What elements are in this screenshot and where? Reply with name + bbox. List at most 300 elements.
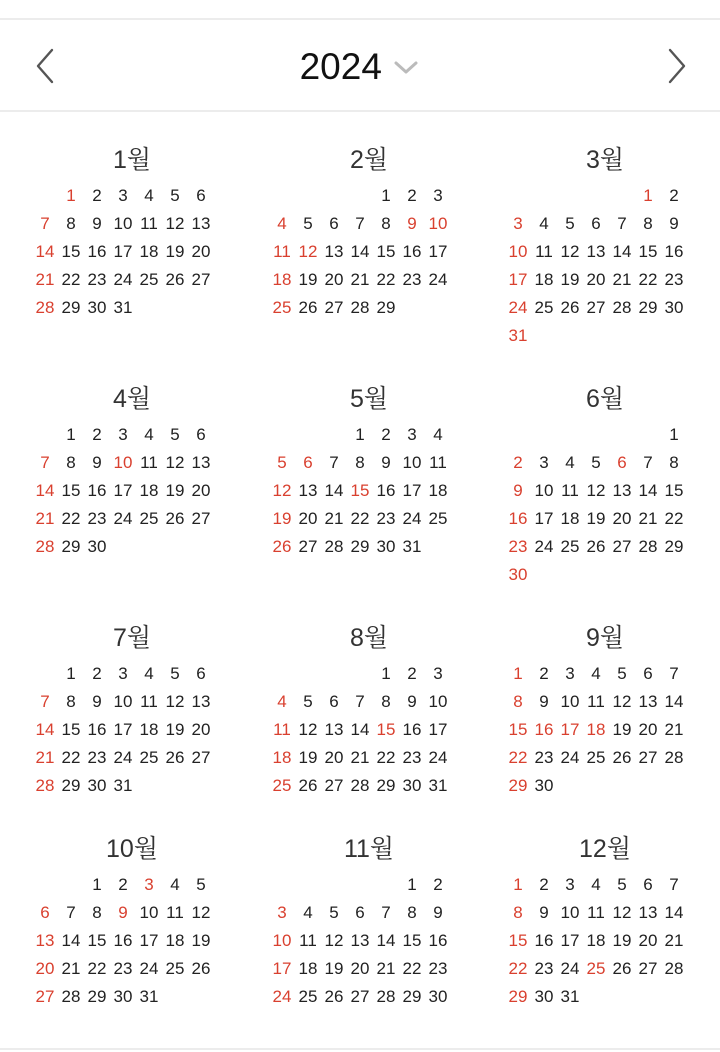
day-cell[interactable]: 11 (561, 481, 579, 500)
holiday-day-cell[interactable]: 24 (508, 298, 528, 317)
day-cell[interactable]: 28 (638, 537, 658, 556)
month-title[interactable]: 3월 (585, 146, 625, 174)
day-cell[interactable]: 1 (381, 186, 391, 205)
day-cell[interactable]: 10 (113, 692, 133, 711)
day-cell[interactable]: 15 (664, 481, 684, 500)
day-cell[interactable]: 29 (61, 298, 81, 317)
holiday-day-cell[interactable]: 10 (113, 453, 133, 472)
day-cell[interactable]: 19 (165, 242, 185, 261)
day-cell[interactable]: 30 (534, 776, 554, 795)
day-cell[interactable]: 31 (113, 298, 133, 317)
day-cell[interactable]: 27 (586, 298, 606, 317)
day-cell[interactable]: 2 (92, 186, 102, 205)
day-cell[interactable]: 15 (61, 481, 81, 500)
day-cell[interactable]: 25 (298, 987, 318, 1006)
day-cell[interactable]: 14 (350, 242, 370, 261)
day-cell[interactable]: 26 (165, 270, 185, 289)
day-cell[interactable]: 4 (303, 903, 313, 922)
holiday-day-cell[interactable]: 7 (40, 692, 50, 711)
holiday-day-cell[interactable]: 29 (508, 987, 528, 1006)
day-cell[interactable]: 28 (664, 748, 684, 767)
day-cell[interactable]: 30 (534, 987, 554, 1006)
day-cell[interactable]: 7 (355, 692, 365, 711)
day-cell[interactable]: 4 (591, 875, 601, 894)
day-cell[interactable]: 22 (376, 270, 396, 289)
holiday-day-cell[interactable]: 28 (35, 537, 55, 556)
day-cell[interactable]: 29 (376, 776, 396, 795)
holiday-day-cell[interactable]: 6 (617, 453, 627, 472)
day-cell[interactable]: 27 (191, 748, 211, 767)
holiday-day-cell[interactable]: 3 (513, 214, 523, 233)
day-cell[interactable]: 5 (170, 186, 180, 205)
day-cell[interactable]: 16 (428, 931, 448, 950)
day-cell[interactable]: 28 (324, 537, 344, 556)
day-cell[interactable]: 12 (612, 692, 632, 711)
day-cell[interactable]: 24 (560, 959, 580, 978)
day-cell[interactable]: 26 (298, 298, 318, 317)
holiday-day-cell[interactable]: 11 (273, 242, 291, 261)
month-title[interactable]: 1월 (112, 146, 152, 174)
day-cell[interactable]: 28 (350, 298, 370, 317)
day-cell[interactable]: 24 (113, 748, 133, 767)
day-cell[interactable]: 12 (191, 903, 211, 922)
day-cell[interactable]: 19 (560, 270, 580, 289)
day-cell[interactable]: 20 (298, 509, 318, 528)
day-cell[interactable]: 8 (381, 214, 391, 233)
day-cell[interactable]: 17 (113, 481, 133, 500)
day-cell[interactable]: 29 (61, 537, 81, 556)
day-cell[interactable]: 21 (324, 509, 344, 528)
day-cell[interactable]: 24 (402, 509, 422, 528)
day-cell[interactable]: 13 (191, 692, 211, 711)
day-cell[interactable]: 9 (92, 214, 102, 233)
day-cell[interactable]: 6 (196, 425, 206, 444)
day-cell[interactable]: 14 (612, 242, 632, 261)
day-cell[interactable]: 18 (165, 931, 185, 950)
day-cell[interactable]: 21 (664, 931, 684, 950)
holiday-day-cell[interactable]: 18 (586, 720, 606, 739)
day-cell[interactable]: 22 (87, 959, 107, 978)
holiday-day-cell[interactable]: 15 (508, 931, 528, 950)
day-cell[interactable]: 1 (669, 425, 679, 444)
holiday-day-cell[interactable]: 6 (40, 903, 50, 922)
month-title[interactable]: 11월 (343, 835, 395, 863)
day-cell[interactable]: 18 (428, 481, 448, 500)
day-cell[interactable]: 13 (298, 481, 318, 500)
holiday-day-cell[interactable]: 4 (277, 214, 287, 233)
day-cell[interactable]: 16 (87, 242, 107, 261)
day-cell[interactable]: 7 (669, 875, 679, 894)
holiday-day-cell[interactable]: 31 (508, 326, 528, 345)
day-cell[interactable]: 19 (191, 931, 211, 950)
day-cell[interactable]: 28 (612, 298, 632, 317)
day-cell[interactable]: 22 (61, 509, 81, 528)
holiday-day-cell[interactable]: 25 (272, 298, 292, 317)
holiday-day-cell[interactable]: 27 (35, 987, 55, 1006)
day-cell[interactable]: 29 (638, 298, 658, 317)
day-cell[interactable]: 8 (66, 692, 76, 711)
day-cell[interactable]: 8 (407, 903, 417, 922)
holiday-day-cell[interactable]: 30 (508, 565, 528, 584)
day-cell[interactable]: 29 (402, 987, 422, 1006)
holiday-day-cell[interactable]: 15 (350, 481, 370, 500)
day-cell[interactable]: 23 (534, 748, 554, 767)
holiday-day-cell[interactable]: 25 (586, 959, 606, 978)
day-cell[interactable]: 3 (407, 425, 417, 444)
day-cell[interactable]: 3 (118, 664, 128, 683)
day-cell[interactable]: 7 (617, 214, 627, 233)
day-cell[interactable]: 5 (196, 875, 206, 894)
day-cell[interactable]: 30 (376, 537, 396, 556)
day-cell[interactable]: 13 (612, 481, 632, 500)
day-cell[interactable]: 4 (144, 425, 154, 444)
day-cell[interactable]: 15 (376, 242, 396, 261)
day-cell[interactable]: 22 (61, 748, 81, 767)
day-cell[interactable]: 28 (350, 776, 370, 795)
day-cell[interactable]: 12 (586, 481, 606, 500)
day-cell[interactable]: 30 (87, 537, 107, 556)
day-cell[interactable]: 15 (87, 931, 107, 950)
holiday-day-cell[interactable]: 15 (508, 720, 528, 739)
day-cell[interactable]: 14 (324, 481, 344, 500)
holiday-day-cell[interactable]: 10 (272, 931, 292, 950)
day-cell[interactable]: 16 (376, 481, 396, 500)
day-cell[interactable]: 12 (165, 692, 185, 711)
day-cell[interactable]: 23 (87, 509, 107, 528)
day-cell[interactable]: 23 (402, 748, 422, 767)
day-cell[interactable]: 6 (591, 214, 601, 233)
day-cell[interactable]: 7 (669, 664, 679, 683)
day-cell[interactable]: 21 (664, 720, 684, 739)
day-cell[interactable]: 24 (139, 959, 159, 978)
day-cell[interactable]: 13 (191, 453, 211, 472)
day-cell[interactable]: 4 (170, 875, 180, 894)
day-cell[interactable]: 16 (87, 720, 107, 739)
day-cell[interactable]: 18 (139, 481, 159, 500)
day-cell[interactable]: 11 (140, 214, 158, 233)
day-cell[interactable]: 17 (113, 242, 133, 261)
holiday-day-cell[interactable]: 1 (513, 875, 523, 894)
day-cell[interactable]: 21 (612, 270, 632, 289)
day-cell[interactable]: 26 (612, 959, 632, 978)
day-cell[interactable]: 24 (534, 537, 554, 556)
day-cell[interactable]: 9 (92, 692, 102, 711)
holiday-day-cell[interactable]: 7 (40, 214, 50, 233)
day-cell[interactable]: 5 (617, 664, 627, 683)
day-cell[interactable]: 7 (66, 903, 76, 922)
day-cell[interactable]: 23 (428, 959, 448, 978)
day-cell[interactable]: 3 (118, 186, 128, 205)
holiday-day-cell[interactable]: 28 (35, 298, 55, 317)
day-cell[interactable]: 6 (355, 903, 365, 922)
day-cell[interactable]: 2 (433, 875, 443, 894)
holiday-day-cell[interactable]: 22 (508, 959, 528, 978)
day-cell[interactable]: 1 (355, 425, 365, 444)
day-cell[interactable]: 14 (61, 931, 81, 950)
day-cell[interactable]: 30 (87, 776, 107, 795)
day-cell[interactable]: 18 (534, 270, 554, 289)
day-cell[interactable]: 30 (113, 987, 133, 1006)
day-cell[interactable]: 17 (534, 509, 554, 528)
next-year-button[interactable] (656, 44, 696, 88)
day-cell[interactable]: 20 (638, 720, 658, 739)
day-cell[interactable]: 13 (586, 242, 606, 261)
month-title[interactable]: 4월 (112, 385, 152, 413)
day-cell[interactable]: 31 (428, 776, 448, 795)
day-cell[interactable]: 10 (402, 453, 422, 472)
day-cell[interactable]: 25 (139, 270, 159, 289)
day-cell[interactable]: 4 (565, 453, 575, 472)
day-cell[interactable]: 21 (638, 509, 658, 528)
day-cell[interactable]: 1 (66, 425, 76, 444)
day-cell[interactable]: 31 (402, 537, 422, 556)
day-cell[interactable]: 3 (565, 664, 575, 683)
day-cell[interactable]: 4 (144, 186, 154, 205)
holiday-day-cell[interactable]: 5 (277, 453, 287, 472)
day-cell[interactable]: 12 (165, 453, 185, 472)
holiday-day-cell[interactable]: 8 (513, 903, 523, 922)
day-cell[interactable]: 25 (428, 509, 448, 528)
day-cell[interactable]: 4 (144, 664, 154, 683)
day-cell[interactable]: 13 (638, 903, 658, 922)
day-cell[interactable]: 13 (350, 931, 370, 950)
month-title[interactable]: 5월 (349, 385, 389, 413)
day-cell[interactable]: 29 (87, 987, 107, 1006)
day-cell[interactable]: 14 (376, 931, 396, 950)
day-cell[interactable]: 2 (407, 664, 417, 683)
day-cell[interactable]: 30 (87, 298, 107, 317)
day-cell[interactable]: 18 (139, 720, 159, 739)
day-cell[interactable]: 30 (428, 987, 448, 1006)
day-cell[interactable]: 17 (428, 720, 448, 739)
holiday-day-cell[interactable]: 18 (272, 270, 292, 289)
day-cell[interactable]: 5 (303, 214, 313, 233)
holiday-day-cell[interactable]: 17 (560, 720, 580, 739)
day-cell[interactable]: 11 (299, 931, 317, 950)
day-cell[interactable]: 17 (402, 481, 422, 500)
day-cell[interactable]: 27 (191, 509, 211, 528)
day-cell[interactable]: 9 (539, 903, 549, 922)
day-cell[interactable]: 25 (139, 748, 159, 767)
day-cell[interactable]: 5 (591, 453, 601, 472)
day-cell[interactable]: 22 (350, 509, 370, 528)
month-title[interactable]: 10월 (106, 835, 158, 863)
day-cell[interactable]: 25 (586, 748, 606, 767)
day-cell[interactable]: 19 (324, 959, 344, 978)
day-cell[interactable]: 14 (638, 481, 658, 500)
day-cell[interactable]: 24 (113, 270, 133, 289)
day-cell[interactable]: 26 (560, 298, 580, 317)
day-cell[interactable]: 26 (165, 748, 185, 767)
day-cell[interactable]: 20 (612, 509, 632, 528)
day-cell[interactable]: 11 (535, 242, 553, 261)
day-cell[interactable]: 19 (612, 931, 632, 950)
day-cell[interactable]: 17 (428, 242, 448, 261)
holiday-day-cell[interactable]: 10 (508, 242, 528, 261)
day-cell[interactable]: 19 (298, 748, 318, 767)
day-cell[interactable]: 18 (586, 931, 606, 950)
day-cell[interactable]: 28 (664, 959, 684, 978)
holiday-day-cell[interactable]: 2 (513, 453, 523, 472)
holiday-day-cell[interactable]: 12 (272, 481, 292, 500)
day-cell[interactable]: 3 (433, 664, 443, 683)
day-cell[interactable]: 10 (139, 903, 159, 922)
day-cell[interactable]: 12 (560, 242, 580, 261)
day-cell[interactable]: 7 (643, 453, 653, 472)
day-cell[interactable]: 14 (350, 720, 370, 739)
day-cell[interactable]: 27 (324, 776, 344, 795)
day-cell[interactable]: 16 (402, 242, 422, 261)
day-cell[interactable]: 9 (539, 692, 549, 711)
day-cell[interactable]: 29 (376, 298, 396, 317)
holiday-day-cell[interactable]: 16 (508, 509, 528, 528)
day-cell[interactable]: 9 (433, 903, 443, 922)
day-cell[interactable]: 12 (165, 214, 185, 233)
day-cell[interactable]: 11 (587, 692, 605, 711)
day-cell[interactable]: 5 (170, 425, 180, 444)
holiday-day-cell[interactable]: 15 (376, 720, 396, 739)
day-cell[interactable]: 29 (664, 537, 684, 556)
month-title[interactable]: 12월 (579, 835, 631, 863)
day-cell[interactable]: 20 (638, 931, 658, 950)
day-cell[interactable]: 4 (591, 664, 601, 683)
day-cell[interactable]: 25 (560, 537, 580, 556)
day-cell[interactable]: 23 (534, 959, 554, 978)
day-cell[interactable]: 20 (191, 242, 211, 261)
day-cell[interactable]: 23 (87, 748, 107, 767)
holiday-day-cell[interactable]: 23 (508, 537, 528, 556)
day-cell[interactable]: 31 (113, 776, 133, 795)
holiday-day-cell[interactable]: 14 (35, 481, 55, 500)
day-cell[interactable]: 15 (61, 242, 81, 261)
day-cell[interactable]: 4 (539, 214, 549, 233)
day-cell[interactable]: 2 (669, 186, 679, 205)
holiday-day-cell[interactable]: 12 (298, 242, 318, 261)
holiday-day-cell[interactable]: 25 (272, 776, 292, 795)
holiday-day-cell[interactable]: 24 (272, 987, 292, 1006)
day-cell[interactable]: 27 (612, 537, 632, 556)
day-cell[interactable]: 2 (118, 875, 128, 894)
day-cell[interactable]: 23 (664, 270, 684, 289)
day-cell[interactable]: 16 (534, 931, 554, 950)
holiday-day-cell[interactable]: 19 (272, 509, 292, 528)
day-cell[interactable]: 26 (165, 509, 185, 528)
day-cell[interactable]: 20 (191, 720, 211, 739)
day-cell[interactable]: 16 (664, 242, 684, 261)
holiday-day-cell[interactable]: 28 (35, 776, 55, 795)
day-cell[interactable]: 26 (191, 959, 211, 978)
day-cell[interactable]: 20 (324, 748, 344, 767)
day-cell[interactable]: 30 (664, 298, 684, 317)
holiday-day-cell[interactable]: 13 (35, 931, 55, 950)
day-cell[interactable]: 19 (165, 720, 185, 739)
holiday-day-cell[interactable]: 21 (35, 270, 55, 289)
day-cell[interactable]: 21 (376, 959, 396, 978)
day-cell[interactable]: 18 (560, 509, 580, 528)
holiday-day-cell[interactable]: 6 (303, 453, 313, 472)
day-cell[interactable]: 9 (92, 453, 102, 472)
day-cell[interactable]: 6 (643, 875, 653, 894)
day-cell[interactable]: 10 (560, 692, 580, 711)
day-cell[interactable]: 27 (638, 959, 658, 978)
day-cell[interactable]: 7 (355, 214, 365, 233)
day-cell[interactable]: 3 (539, 453, 549, 472)
day-cell[interactable]: 15 (61, 720, 81, 739)
holiday-day-cell[interactable]: 16 (534, 720, 554, 739)
day-cell[interactable]: 6 (329, 692, 339, 711)
day-cell[interactable]: 9 (381, 453, 391, 472)
day-cell[interactable]: 5 (617, 875, 627, 894)
holiday-day-cell[interactable]: 3 (277, 903, 287, 922)
day-cell[interactable]: 3 (433, 186, 443, 205)
day-cell[interactable]: 8 (66, 453, 76, 472)
holiday-day-cell[interactable]: 20 (35, 959, 55, 978)
day-cell[interactable]: 3 (565, 875, 575, 894)
holiday-day-cell[interactable]: 26 (272, 537, 292, 556)
day-cell[interactable]: 13 (638, 692, 658, 711)
day-cell[interactable]: 10 (113, 214, 133, 233)
day-cell[interactable]: 9 (407, 692, 417, 711)
day-cell[interactable]: 27 (324, 298, 344, 317)
holiday-day-cell[interactable]: 3 (144, 875, 154, 894)
day-cell[interactable]: 20 (324, 270, 344, 289)
day-cell[interactable]: 21 (61, 959, 81, 978)
day-cell[interactable]: 20 (350, 959, 370, 978)
day-cell[interactable]: 18 (139, 242, 159, 261)
day-cell[interactable]: 17 (560, 931, 580, 950)
day-cell[interactable]: 31 (139, 987, 159, 1006)
day-cell[interactable]: 23 (376, 509, 396, 528)
holiday-day-cell[interactable]: 18 (272, 748, 292, 767)
holiday-day-cell[interactable]: 14 (35, 720, 55, 739)
day-cell[interactable]: 19 (298, 270, 318, 289)
day-cell[interactable]: 2 (381, 425, 391, 444)
day-cell[interactable]: 10 (560, 903, 580, 922)
day-cell[interactable]: 23 (402, 270, 422, 289)
day-cell[interactable]: 26 (298, 776, 318, 795)
day-cell[interactable]: 5 (170, 664, 180, 683)
day-cell[interactable]: 7 (381, 903, 391, 922)
day-cell[interactable]: 11 (429, 453, 447, 472)
holiday-day-cell[interactable]: 14 (35, 242, 55, 261)
day-cell[interactable]: 17 (113, 720, 133, 739)
day-cell[interactable]: 6 (196, 186, 206, 205)
day-cell[interactable]: 1 (381, 664, 391, 683)
day-cell[interactable]: 2 (92, 425, 102, 444)
day-cell[interactable]: 1 (92, 875, 102, 894)
day-cell[interactable]: 16 (402, 720, 422, 739)
day-cell[interactable]: 16 (113, 931, 133, 950)
day-cell[interactable]: 2 (539, 875, 549, 894)
day-cell[interactable]: 14 (664, 903, 684, 922)
day-cell[interactable]: 21 (350, 270, 370, 289)
day-cell[interactable]: 19 (612, 720, 632, 739)
day-cell[interactable]: 12 (612, 903, 632, 922)
day-cell[interactable]: 8 (355, 453, 365, 472)
day-cell[interactable]: 17 (139, 931, 159, 950)
holiday-day-cell[interactable]: 4 (277, 692, 287, 711)
day-cell[interactable]: 22 (664, 509, 684, 528)
year-selector[interactable] (250, 42, 470, 92)
day-cell[interactable]: 25 (139, 509, 159, 528)
day-cell[interactable]: 28 (376, 987, 396, 1006)
day-cell[interactable]: 12 (298, 720, 318, 739)
day-cell[interactable]: 24 (113, 509, 133, 528)
day-cell[interactable]: 8 (66, 214, 76, 233)
day-cell[interactable]: 15 (402, 931, 422, 950)
day-cell[interactable]: 8 (381, 692, 391, 711)
holiday-day-cell[interactable]: 29 (508, 776, 528, 795)
